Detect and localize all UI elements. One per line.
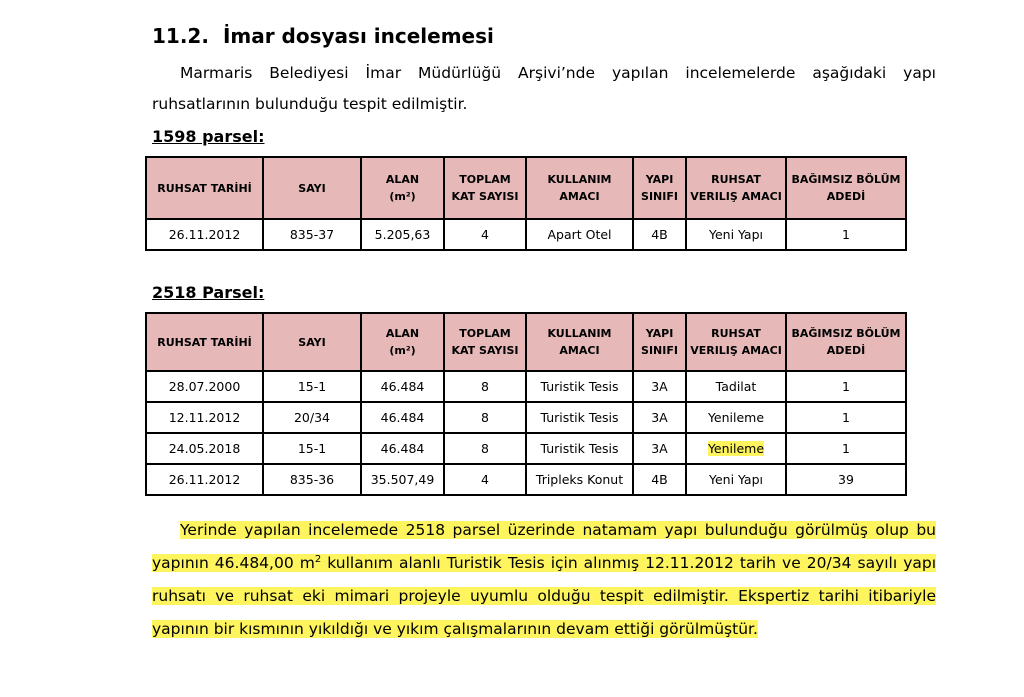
section-title: İmar dosyası incelemesi	[222, 24, 494, 48]
col-header-sayi: SAYI	[263, 313, 361, 371]
table-header-row	[146, 313, 906, 371]
section-heading	[152, 24, 494, 48]
parcel-1598-table	[145, 156, 907, 251]
col-header-ruhsat-verilis: RUHSAT VERILIŞ AMACI	[686, 313, 786, 371]
table-row: 24.05.2018 15-1 46.484 8 Turistik Tesis 3A Yenileme 1	[146, 433, 906, 464]
table-row: 26.11.2012 835-36 35.507,49 4 Tripleks Konut 4B Yeni Yapı 39	[146, 464, 906, 495]
parcel-1598-label: 1598 parsel:	[152, 127, 265, 146]
col-header-bagimsiz-bolum: BAĞIMSIZ BÖLÜM ADEDİ	[786, 157, 906, 219]
conclusion-text-2: kullanım alanlı Turistik Tesis için alınmış 12.11.2012 tarih ve 20/34 sayılı yapı ruhsatı ve ruhsat eki mimari projeyle uyumlu olduğu tespit edilmiştir. Ekspertiz tarihi itibariyle yapının bir kısmının yıkıldığı ve yıkım çalışmalarının devam ettiği görülmüştür.	[152, 554, 937, 638]
col-header-toplam-kat: TOPLAM KAT SAYISI	[444, 157, 526, 219]
col-header-bagimsiz-bolum: BAĞIMSIZ BÖLÜM ADEDİ	[786, 313, 906, 371]
col-header-kullanim: KULLANIM AMACI	[526, 313, 633, 371]
conclusion-paragraph	[152, 514, 936, 646]
col-header-alan: ALAN (m²)	[361, 313, 444, 371]
col-header-kullanim: KULLANIM AMACI	[526, 157, 633, 219]
table-header-row	[146, 157, 906, 219]
col-header-toplam-kat: TOPLAM KAT SAYISI	[444, 313, 526, 371]
table-row: 12.11.2012 20/34 46.484 8 Turistik Tesis 3A Yenileme 1	[146, 402, 906, 433]
parcel-2518-label: 2518 Parsel:	[152, 283, 265, 302]
col-header-ruhsat-tarihi: RUHSAT TARİHİ	[146, 157, 263, 219]
col-header-yapi-sinifi: YAPI SINIFI	[633, 313, 686, 371]
col-header-sayi: SAYI	[263, 157, 361, 219]
highlighted-cell-text: Yenileme	[707, 441, 765, 456]
superscript-2: 2	[314, 553, 322, 565]
table-row: 28.07.2000 15-1 46.484 8 Turistik Tesis 3A Tadilat 1	[146, 371, 906, 402]
col-header-alan: ALAN (m²)	[361, 157, 444, 219]
col-header-ruhsat-tarihi: RUHSAT TARİHİ	[146, 313, 263, 371]
intro-paragraph: Marmaris Belediyesi İmar Müdürlüğü Arşivi’nde yapılan incelemelerde aşağıdaki yapı ruhsatlarının bulunduğu tespit edilmiştir.	[152, 64, 936, 113]
col-header-yapi-sinifi: YAPI SINIFI	[633, 157, 686, 219]
section-number: 11.2.	[152, 24, 209, 48]
parcel-2518-table	[145, 312, 907, 496]
conclusion-text-1: Yerinde yapılan incelemede 2518 parsel üzerinde natamam yapı bulunduğu görülmüş olup bu yapının 46.484,00 m	[152, 521, 936, 572]
table-row: 26.11.2012 835-37 5.205,63 4 Apart Otel 4B Yeni Yapı 1	[146, 219, 906, 250]
col-header-ruhsat-verilis: RUHSAT VERILIŞ AMACI	[686, 157, 786, 219]
